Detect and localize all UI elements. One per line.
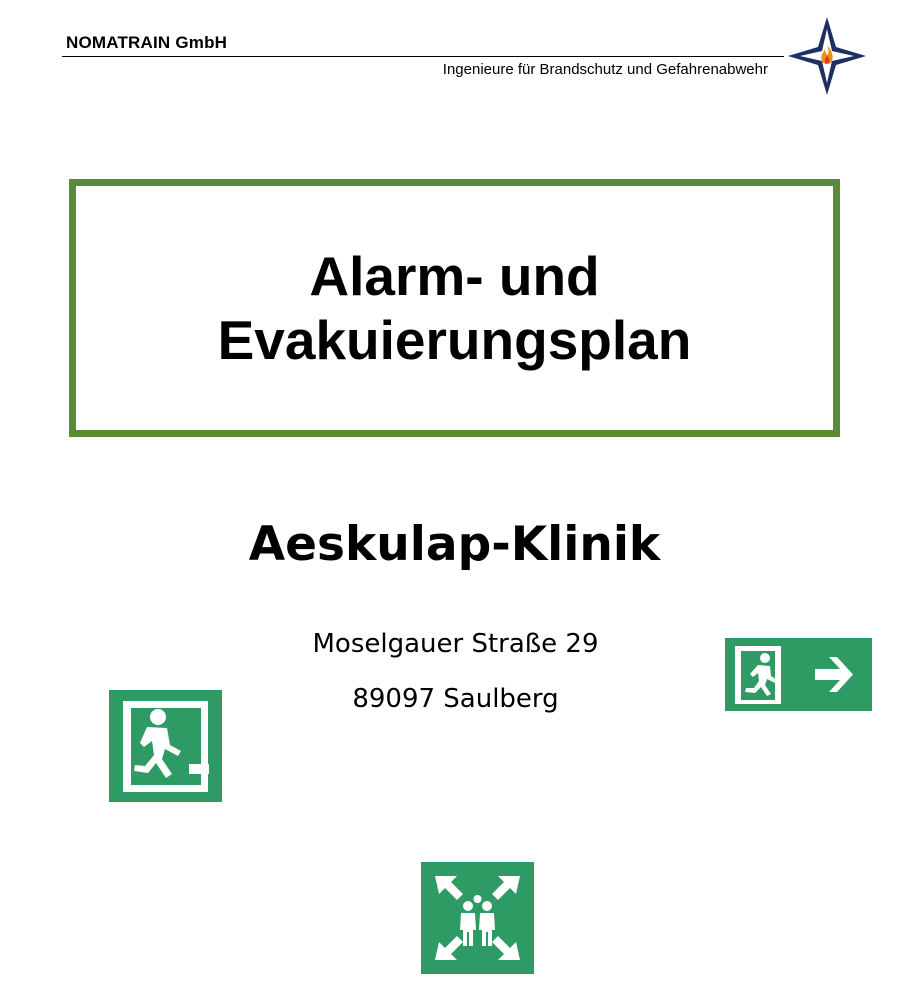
emergency-exit-right-arrow-icon xyxy=(725,638,872,711)
company-tagline: Ingenieure für Brandschutz und Gefahrenabwehr xyxy=(442,61,768,78)
title-line-1: Alarm- und xyxy=(309,245,600,307)
compass-star-flame-icon xyxy=(786,15,868,97)
emergency-exit-left-icon xyxy=(109,690,222,802)
assembly-point-icon xyxy=(421,862,534,974)
title-line-2: Evakuierungsplan xyxy=(217,309,692,371)
clinic-street: Moselgauer Straße 29 xyxy=(312,629,599,659)
company-name: NOMATRAIN GmbH xyxy=(66,33,228,52)
header-rule xyxy=(62,56,784,57)
clinic-name: Aeskulap-Klinik xyxy=(248,517,661,572)
title-box xyxy=(69,179,840,437)
clinic-city: 89097 Saulberg xyxy=(352,684,559,714)
